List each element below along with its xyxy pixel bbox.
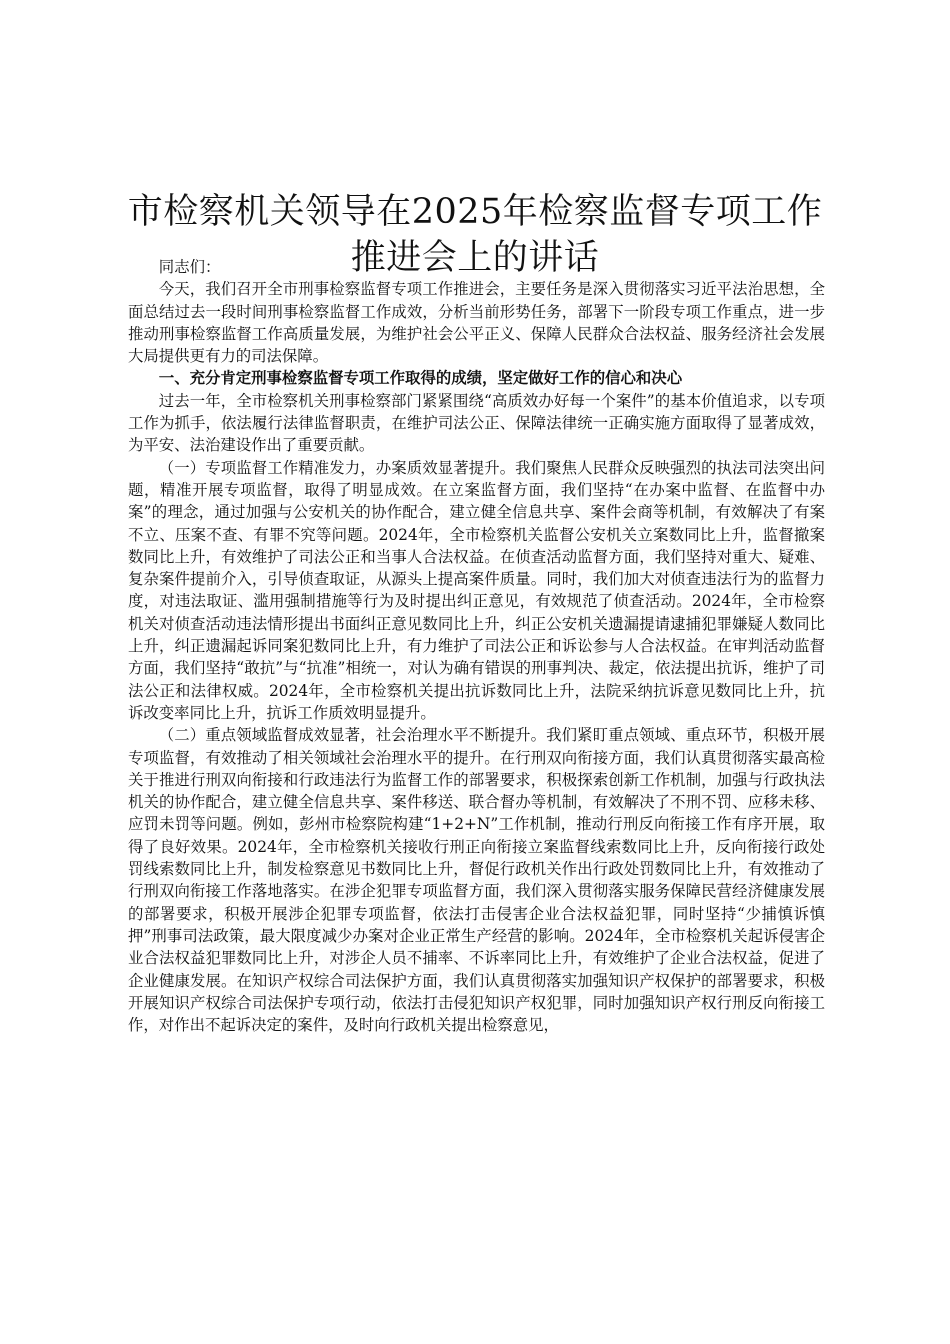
body-paragraph: （一）专项监督工作精准发力，办案质效显著提升。我们聚焦人民群众反映强烈的执法司法突出问题，精准开展专项监督，取得了明显成效。在立案监督方面，我们坚持“在办案中监督、在监督中办案”的理念，通过加强与公安机关的协作配合，建立健全信息共享、案件会商等机制，有效解决了有案不立、压案不查、有罪不究等问题。2024年，全市检察机关监督公安机关立案数同比上升，监督撤案数同比上升，有效维护了司法公正和当事人合法权益。在侦查活动监督方面，我们坚持对重大、疑难、复杂案件提前介入，引导侦查取证，从源头上提高案件质量。同时，我们加大对侦查违法行为的监督力度，对违法取证、滥用强制措施等行为及时提出纠正意见，有效规范了侦查活动。2024年，全市检察机关对侦查活动违法情形提出书面纠正意见数同比上升，纠正公安机关遗漏提请逮捕犯罪嫌疑人数同比上升，纠正遗漏起诉同案犯数同比上升，有力维护了司法公正和诉讼参与人合法权益。在审判活动监督方面，我们坚持“敢抗”与“抗准”相统一，对认为确有错误的刑事判决、裁定，依法提出抗诉，维护了司法公正和法律权威。2024年，全市检察机关提出抗诉数同比上升，法院采纳抗诉意见数同比上升，抗诉改变率同比上升，抗诉工作质效明显提升。: [128, 458, 825, 722]
section-heading-1: 一、充分肯定刑事检察监督专项工作取得的成绩，坚定做好工作的信心和决心: [158, 369, 683, 388]
intro-paragraph: 今天，我们召开全市刑事检察监督专项工作推进会，主要任务是深入贯彻落实习近平法治思想，全面总结过去一段时间刑事检察监督工作成效，分析当前形势任务，部署下一阶段专项工作重点，进一步推动刑事检察监督工作高质量发展，为维护社会公平正义、保障人民群众合法权益、服务经济社会发展大局提供更有力的司法保障。: [128, 280, 825, 366]
salutation: 同志们：: [158, 258, 221, 276]
body-paragraph: 过去一年，全市检察机关刑事检察部门紧紧围绕“高质效办好每一个案件”的基本价值追求，以专项工作为抓手，依法履行法律监督职责，在维护司法公正、保障法律统一正确实施方面取得了显著成效，为平安、法治建设作出了重要贡献。: [128, 391, 825, 455]
body-paragraph: （二）重点领域监督成效显著，社会治理水平不断提升。我们紧盯重点领域、重点环节，积极开展专项监督，有效推动了相关领域社会治理水平的提升。在行刑双向衔接方面，我们认真贯彻落实最高检关于推进行刑双向衔接和行政违法行为监督工作的部署要求，积极探索创新工作机制，加强与行政执法机关的协作配合，建立健全信息共享、案件移送、联合督办等机制，有效解决了不刑不罚、应移未移、应罚未罚等问题。例如，彭州市检察院构建“1+2+N”工作机制，推动行刑反向衔接工作有序开展，取得了良好效果。2024年，全市检察机关接收行刑正向衔接立案监督线索数同比上升，反向衔接行政处罚线索数同比上升，制发检察意见书数同比上升，督促行政机关作出行政处罚数同比上升，有效推动了行刑双向衔接工作落地落实。在涉企犯罪专项监督方面，我们深入贯彻落实服务保障民营经济健康发展的部署要求，积极开展涉企犯罪专项监督，依法打击侵害企业合法权益犯罪，同时坚持“少捕慎诉慎押”刑事司法政策，最大限度减少办案对企业正常生产经营的影响。2024年，全市检察机关起诉侵害企业合法权益犯罪数同比上升，对涉企人员不捕率、不诉率同比上升，有效维护了企业合法权益，促进了企业健康发展。在知识产权综合司法保护方面，我们认真贯彻落实加强知识产权保护的部署要求，积极开展知识产权综合司法保护专项行动，依法打击侵犯知识产权犯罪，同时加强知识产权行刑反向衔接工作，对作出不起诉决定的案件，及时向行政机关提出检察意见，: [128, 726, 825, 1035]
document-body: [128, 256, 825, 1036]
title-line-2: 推进会上的讲话: [350, 238, 600, 279]
title-line-1: 市检察机关领导在2025年检察监督专项工作: [127, 192, 823, 233]
